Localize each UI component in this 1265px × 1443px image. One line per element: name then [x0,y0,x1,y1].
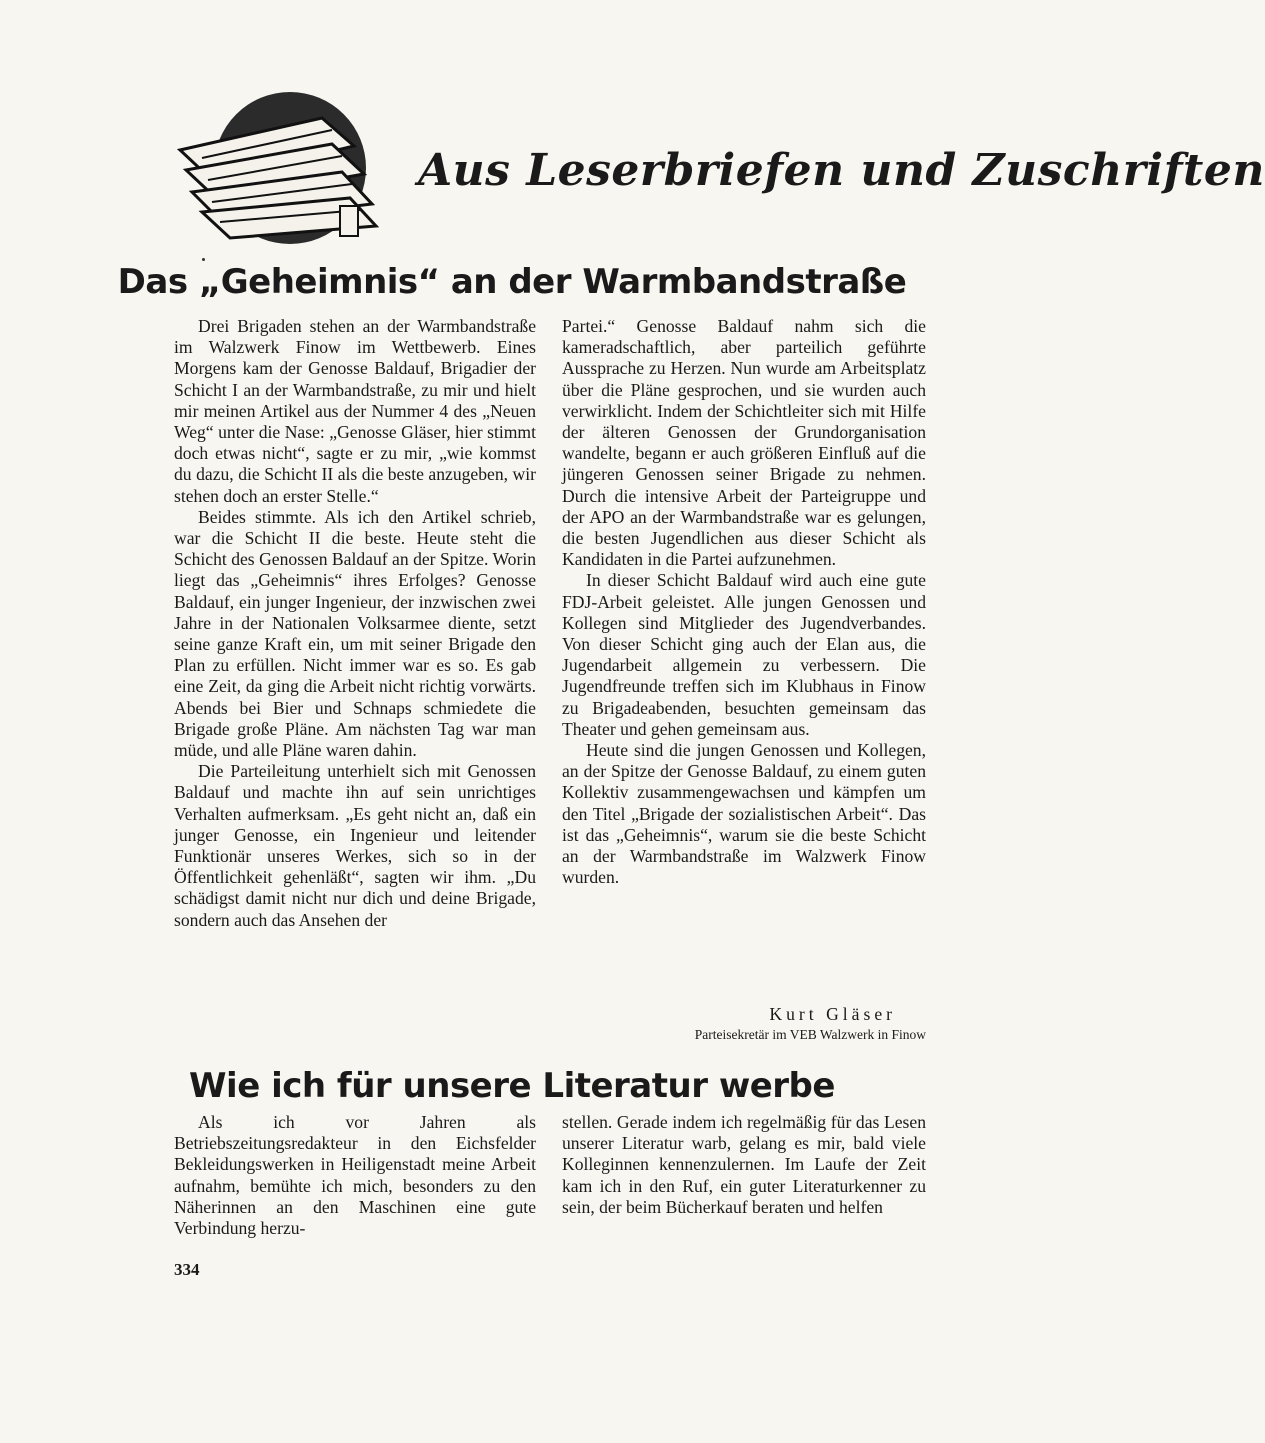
author-name: Kurt Gläser [769,1004,896,1024]
paragraph: Als ich vor Jahren als Betriebszeitungsredakteur in den Eichsfelder Bekleidungswerken in Heiligenstadt meine Arbeit aufnahm, bemühte ich mich, besonders zu den Näherinnen an den Maschinen eine gute Verbindung herzu- [174,1112,536,1239]
article-title: Wie ich für unsere Literatur werbe [189,1066,835,1106]
article-title: Das „Geheimnis“ an der Warmbandstraße [117,262,907,302]
paragraph: stellen. Gerade indem ich regelmäßig für das Lesen unserer Literatur warb, gelang es mir, bald viele Kolleginnen kennenzulernen. Im Laufe der Zeit kam ich in den Ruf, ein guter Literaturkenner zu sein, der beim Bücherkauf beraten und helfen [562,1112,926,1217]
author-signature [562,1004,926,1043]
paragraph: In dieser Schicht Baldauf wird auch eine gute FDJ-Arbeit geleistet. Alle jungen Genossen und Kollegen sind Mitglieder des Jugendverbandes. Von dieser Schicht ging auch der Elan aus, die Jugendarbeit allgemein zu verbessern. Die Jugendfreunde treffen sich im Klubhaus in Finow zu Brigadeabenden, besuchten gemeinsam das Theater und gehen gemeinsam aus. [562,570,926,739]
paragraph: Die Parteileitung unterhielt sich mit Genossen Baldauf und machte ihn auf sein unrichtiges Verhalten aufmerksam. „Es geht nicht an, daß ein junger Genosse, ein Ingenieur und leitender Funktionär unseres Werkes, sich so in der Öffentlichkeit gehenläßt“, sagten wir ihm. „Du schädigst damit nicht nur dich und deine Brigade, sondern auch das Ansehen der [174,761,536,930]
article-column-left [174,1112,536,1239]
author-role: Parteisekretär im VEB Walzwerk in Finow [694,1027,926,1042]
paragraph: Beides stimmte. Als ich den Artikel schrieb, war die Schicht II die beste. Heute steht die Schicht des Genossen Baldauf an der Spitze. Worin liegt das „Geheimnis“ ihres Erfolges? Genosse Baldauf, ein junger Ingenieur, der inzwischen zwei Jahre in der Nationalen Volksarmee diente, setzt seine ganze Kraft ein, um mit seiner Brigade den Plan zu erfüllen. Nicht immer war es so. Es gab eine Zeit, da ging die Arbeit nicht richtig vorwärts. Abends bei Bier und Schnaps schmiedete die Brigade große Pläne. Am nächsten Tag war man müde, und alle Pläne waren dahin. [174,506,536,761]
section-title: Aus Leserbriefen und Zuschriften [418,145,1265,196]
article-column-left [174,316,536,931]
print-speck [202,258,205,261]
stack-of-letters-icon [172,88,402,248]
paragraph: Drei Brigaden stehen an der Warmbandstraße im Walzwerk Finow im Wettbewerb. Eines Morgens kam der Genosse Baldauf, Brigadier der Schicht I an der Warmbandstraße, zu mir und hielt mir meinen Artikel aus der Nummer 4 des „Neuen Weg“ unter die Nase: „Genosse Gläser, hier stimmt doch etwas nicht“, sagte er zu mir, „wie kommst du dazu, die Schicht II als die beste anzugeben, wir stehen doch an erster Stelle.“ [174,316,536,506]
article-column-right [562,316,926,888]
paragraph: Partei.“ Genosse Baldauf nahm sich die kameradschaftlich, aber parteilich geführte Aussprache zu Herzen. Nun wurde am Arbeitsplatz über die Pläne gesprochen, und sie wurden auch verwirklicht. Indem der Schichtleiter sich mit Hilfe der älteren Genossen der Grundorganisation wandelte, begann er auch größeren Einfluß auf die jüngeren Genossen seiner Brigade zu nehmen. Durch die intensive Arbeit der Parteigruppe und der APO an der Warmbandstraße war es gelungen, die besten Jugendlichen aus dieser Schicht als Kandidaten in die Partei aufzunehmen. [562,316,926,570]
page-number: 334 [174,1260,200,1279]
paragraph: Heute sind die jungen Genossen und Kollegen, an der Spitze der Genosse Baldauf, zu einem guten Kollektiv zusammengewachsen und kämpfen um den Titel „Brigade der sozialistischen Arbeit“. Das ist das „Geheimnis“, warum sie die beste Schicht an der Warmbandstraße im Walzwerk Finow wurden. [562,740,926,888]
article-column-right [562,1112,926,1218]
